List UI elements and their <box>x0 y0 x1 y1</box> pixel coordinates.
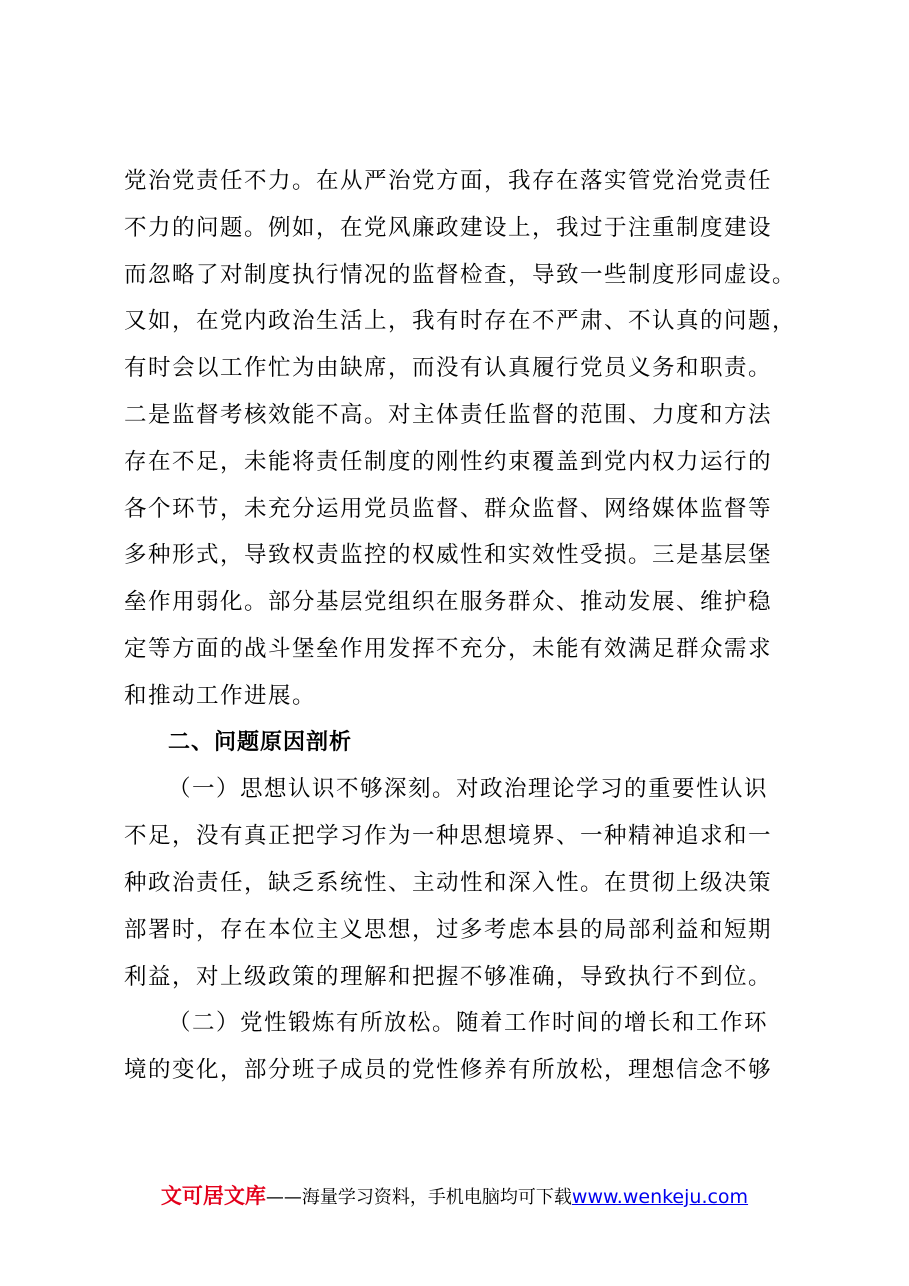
text-line: 部署时，存在本位主义思想，过多考虑本县的局部利益和短期 <box>124 916 773 943</box>
footer-brand: 文可居文库 <box>160 1184 266 1208</box>
footer-tagline: ——海量学习资料，手机电脑均可下载 <box>265 1187 572 1208</box>
text-line: 垒作用弱化。部分基层党组织在服务群众、推动发展、维护稳 <box>124 589 773 616</box>
text-line: 党治党责任不力。在从严治党方面，我存在落实管党治党责任 <box>124 168 773 194</box>
text-line: 种政治责任，缺乏系统性、主动性和深入性。在贯彻上级决策 <box>124 869 773 896</box>
footer-banner <box>0 1180 909 1210</box>
paragraph-first-line: （一）思想认识不够深刻。对政治理论学习的重要性认识 <box>168 776 769 803</box>
text-line: 存在不足，未能将责任制度的刚性约束覆盖到党内权力运行的 <box>124 448 773 475</box>
text-line: 多种形式，导致权责监控的权威性和实效性受损。三是基层堡 <box>124 542 773 569</box>
text-line: 不力的问题。例如，在党风廉政建设上，我过于注重制度建设 <box>124 214 773 241</box>
text-line: 利益，对上级政策的理解和把握不够准确，导致执行不到位。 <box>124 963 773 990</box>
text-line: 二是监督考核效能不高。对主体责任监督的范围、力度和方法 <box>124 401 773 428</box>
section-heading: 二、问题原因剖析 <box>168 729 353 755</box>
text-line: 定等方面的战斗堡垒作用发挥不充分，未能有效满足群众需求 <box>124 635 773 662</box>
text-line: 和推动工作进展。 <box>124 682 317 709</box>
footer-link[interactable]: www.wenkeju.com <box>571 1186 749 1208</box>
document-body <box>124 158 814 1094</box>
paragraph-first-line: （二）党性锻炼有所放松。随着工作时间的增长和工作环 <box>168 1010 769 1037</box>
text-line: 而忽略了对制度执行情况的监督检查，导致一些制度形同虚设。 <box>124 261 797 288</box>
text-line: 有时会以工作忙为由缺席，而没有认真履行党员义务和职责。 <box>124 355 773 382</box>
text-line: 境的变化，部分班子成员的党性修养有所放松，理想信念不够 <box>124 1057 773 1084</box>
text-line: 各个环节，未充分运用党员监督、群众监督、网络媒体监督等 <box>124 495 773 522</box>
text-line: 又如，在党内政治生活上，我有时存在不严肃、不认真的问题， <box>124 308 797 335</box>
text-line: 不足，没有真正把学习作为一种思想境界、一种精神追求和一 <box>124 823 773 850</box>
